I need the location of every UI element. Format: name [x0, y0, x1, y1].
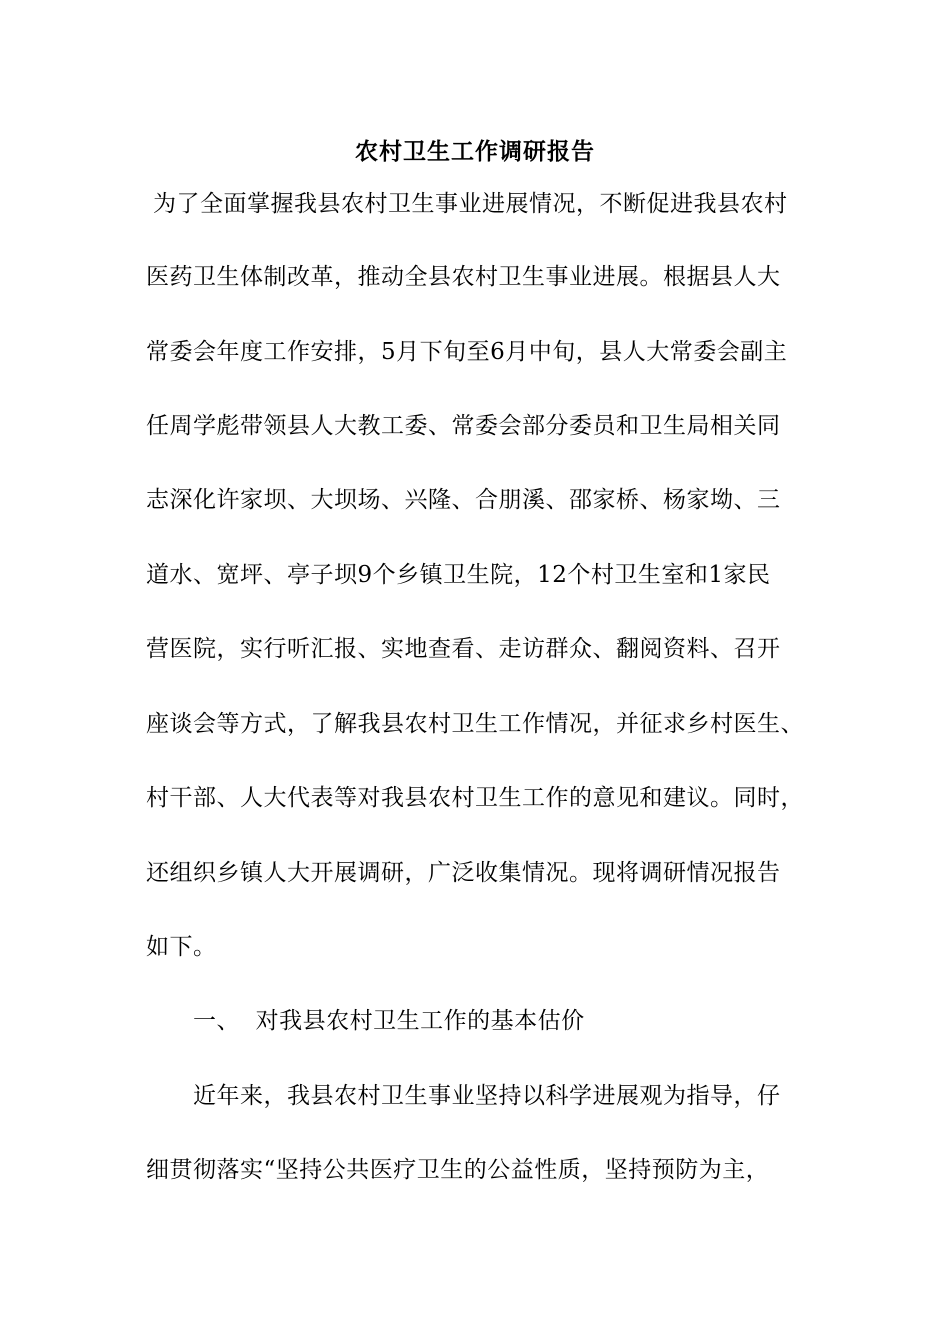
document-title: 农村卫生工作调研报告 — [355, 138, 595, 165]
section-heading: 一、 对我县农村卫生工作的基本估价 — [193, 1008, 585, 1034]
paragraph-line: 近年来，我县农村卫生事业坚持以科学进展观为指导，仔 — [193, 1083, 781, 1109]
paragraph-line: 常委会年度工作安排，5月下旬至6月中旬，县人大常委会副主 — [146, 339, 788, 365]
paragraph-line: 任周学彪带领县人大教工委、常委会部分委员和卫生局相关同 — [146, 413, 781, 439]
paragraph-line: 还组织乡镇人大开展调研，广泛收集情况。现将调研情况报告 — [146, 860, 781, 886]
paragraph-line: 细贯彻落实“坚持公共医疗卫生的公益性质，坚持预防为主， — [146, 1157, 770, 1183]
paragraph-line: 营医院，实行听汇报、实地查看、走访群众、翻阅资料、召开 — [146, 636, 781, 662]
paragraph-line: 志深化许家坝、大坝场、兴隆、合朋溪、邵家桥、杨家坳、三 — [146, 487, 781, 513]
paragraph-line: 医药卫生体制改革，推动全县农村卫生事业进展。根据县人大 — [146, 264, 781, 290]
paragraph-line: 如下。 — [146, 934, 217, 960]
paragraph-line: 座谈会等方式，了解我县农村卫生工作情况，并征求乡村医生、 — [146, 711, 804, 737]
paragraph-line: 道水、宽坪、亭子坝9个乡镇卫生院，12个村卫生室和1家民 — [146, 562, 771, 588]
paragraph-line: 村干部、人大代表等对我县农村卫生工作的意见和建议。同时， — [146, 785, 804, 811]
paragraph-line: 为了全面掌握我县农村卫生事业进展情况，不断促进我县农村 — [153, 191, 788, 217]
